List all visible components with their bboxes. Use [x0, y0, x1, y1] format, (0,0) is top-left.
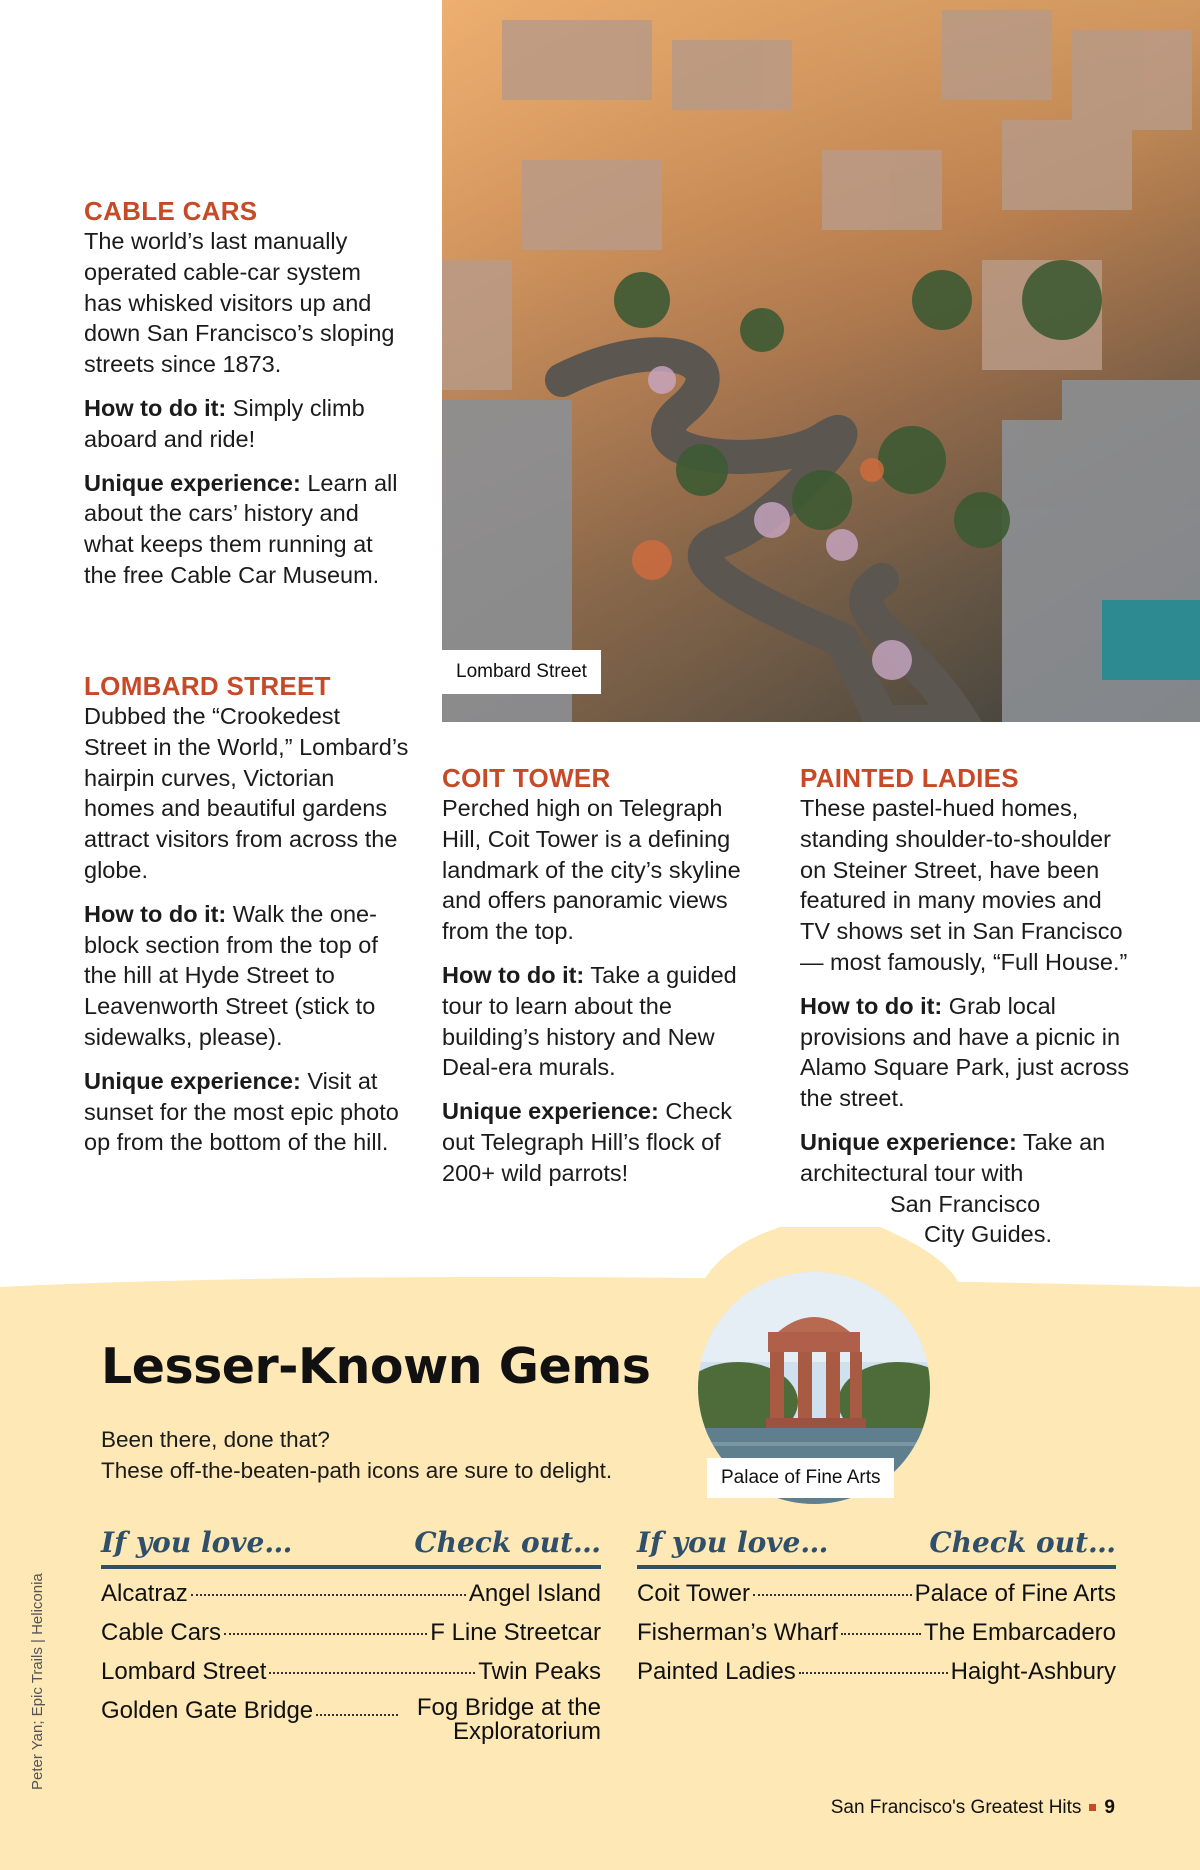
table-row: Lombard Street Twin Peaks	[101, 1658, 601, 1685]
table-row: Fisherman’s Wharf The Embarcadero	[637, 1619, 1116, 1646]
table-header	[637, 1526, 1116, 1569]
coit-tower-body: Perched high on Telegraph Hill, Coit Tower is a defining landmark of the city’s skyline and offers panoramic views from the top.	[442, 795, 741, 945]
if-you-love-label: If you love…	[637, 1526, 829, 1559]
gems-table-right	[637, 1526, 1116, 1686]
gems-intro-line-1: Been there, done that?	[101, 1427, 330, 1452]
coit-tower-heading: COIT TOWER	[442, 763, 611, 793]
table-row: Painted Ladies Haight-Ashbury	[637, 1658, 1116, 1685]
painted-ladies-unique: Unique experience: Take an architectural tour with San Francisco City Guides.	[800, 1128, 1106, 1248]
cable-cars-unique: Unique experience: Learn all about the cars’ history and what keeps them running at the free Cable Car Museum.	[84, 469, 398, 588]
lombard-section	[84, 671, 409, 1171]
gems-intro	[101, 1424, 701, 1486]
painted-ladies-heading: PAINTED LADIES	[800, 763, 1019, 793]
check-out-label: Check out…	[929, 1526, 1116, 1559]
table-row: Coit Tower Palace of Fine Arts	[637, 1580, 1116, 1607]
cable-cars-body: The world’s last manually operated cable-car system has whisked visitors up and down San Francisco’s sloping streets since 1873.	[84, 228, 395, 378]
square-bullet-icon	[1089, 1804, 1096, 1811]
painted-ladies-body: These pastel-hued homes, standing shoulder-to-shoulder on Steiner Street, have been featured in many movies and TV shows set in San Francisco — most famously, “Full House.”	[800, 795, 1128, 975]
cable-cars-heading: CABLE CARS	[84, 196, 258, 226]
page-footer	[831, 1797, 1115, 1819]
gems-title: Lesser-Known Gems	[101, 1338, 651, 1395]
lombard-body: Dubbed the “Crookedest Street in the World,” Lombard’s hairpin curves, Victorian homes and beautiful gardens attract visitors from across the globe.	[84, 703, 409, 883]
gems-intro-line-2: These off-the-beaten-path icons are sure to delight.	[101, 1458, 613, 1483]
circle-photo-caption: Palace of Fine Arts	[707, 1458, 894, 1498]
lombard-heading: LOMBARD STREET	[84, 671, 331, 701]
coit-tower-unique: Unique experience: Check out Telegraph Hill’s flock of 200+ wild parrots!	[442, 1098, 732, 1186]
page-number: 9	[1104, 1797, 1115, 1818]
coit-tower-section	[442, 763, 762, 1202]
painted-ladies-how: How to do it: Grab local provisions and have a picnic in Alamo Square Park, just across the street.	[800, 992, 1130, 1112]
painted-ladies-section	[800, 763, 1130, 1263]
table-row: Cable Cars F Line Streetcar	[101, 1619, 601, 1646]
lombard-unique: Unique experience: Visit at sunset for the most epic photo op from the bottom of the hill.	[84, 1067, 399, 1156]
if-you-love-label: If you love…	[101, 1526, 293, 1559]
table-header	[101, 1526, 601, 1569]
coit-tower-how: How to do it: Take a guided tour to learn about the building’s history and New Deal-era murals.	[442, 961, 737, 1081]
footer-title: San Francisco's Greatest Hits	[830, 1797, 1082, 1818]
cable-cars-section	[84, 196, 404, 604]
gems-table-left	[101, 1526, 601, 1744]
photo-credit: Peter Yan; Epic Trails | Heliconia	[29, 1573, 46, 1790]
cable-cars-how: How to do it: Simply climb aboard and ride!	[84, 394, 365, 452]
lombard-how: How to do it: Walk the one-block section from the top of the hill at Hyde Street to Leavenworth Street (stick to sidewalks, please).	[84, 900, 378, 1050]
photo-caption: Lombard Street	[442, 650, 601, 694]
table-row: Golden Gate Bridge Fog Bridge at the Exploratorium	[101, 1694, 601, 1745]
lombard-street-photo	[442, 0, 1200, 722]
check-out-label: Check out…	[414, 1526, 601, 1559]
table-row: Alcatraz Angel Island	[101, 1580, 601, 1607]
